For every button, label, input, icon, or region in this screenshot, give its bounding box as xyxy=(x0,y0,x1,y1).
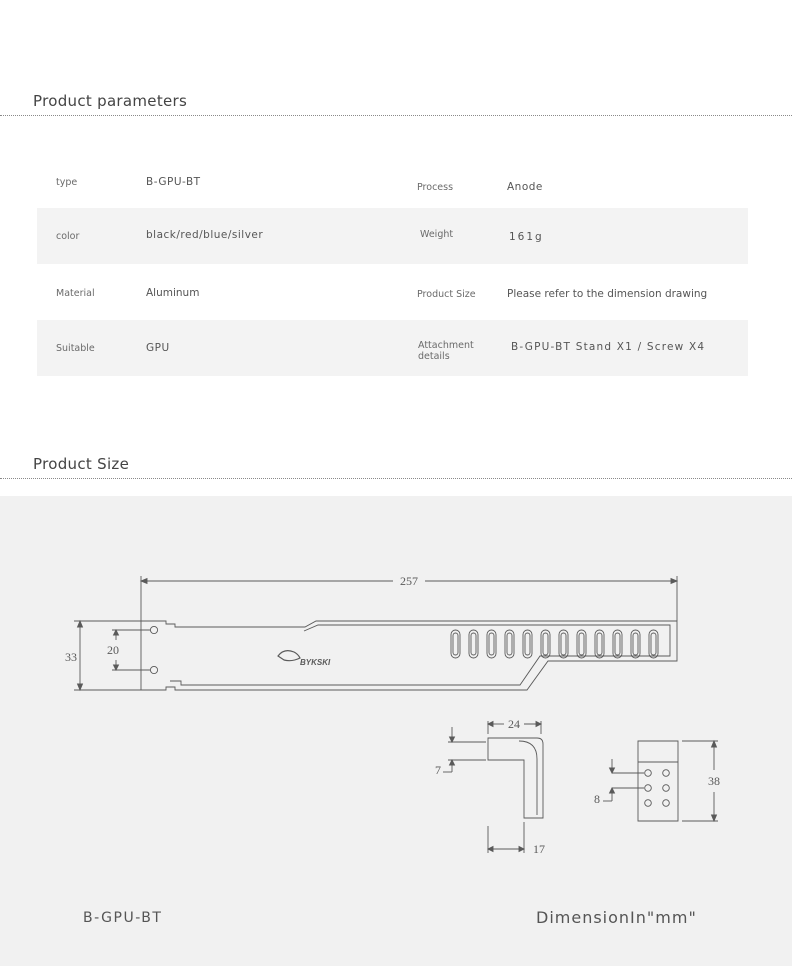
param-value: Anode xyxy=(507,181,543,193)
param-value: 161g xyxy=(509,231,544,243)
dimension-drawing-panel xyxy=(0,496,792,966)
dragon-logo-icon xyxy=(278,651,300,661)
arrowhead xyxy=(114,630,119,635)
logo-text: BYKSKI xyxy=(300,658,331,667)
dim-bracket-foot-label: 17 xyxy=(533,842,545,856)
section-title-size: Product Size xyxy=(33,455,130,473)
arrowhead xyxy=(712,815,717,821)
stand-bar-outline xyxy=(141,621,677,690)
param-value: GPU xyxy=(146,342,170,354)
arrowhead xyxy=(610,768,615,773)
end-plate-outline xyxy=(638,741,678,821)
param-label: Material xyxy=(56,288,95,299)
l-bracket-bend xyxy=(519,741,537,815)
section-title-parameters: Product parameters xyxy=(33,92,188,110)
param-row-suitable xyxy=(37,320,748,376)
param-row-color xyxy=(37,208,748,264)
dim-bracket-width-label: 24 xyxy=(508,717,520,731)
end-plate-holes xyxy=(645,770,670,807)
dim-plate-height-label: 38 xyxy=(708,774,720,788)
l-bracket-outline xyxy=(488,738,543,818)
arrowhead xyxy=(450,737,455,742)
model-caption: B-GPU-BT xyxy=(83,910,163,926)
dimension-drawing xyxy=(0,496,792,966)
param-label: Attachment details xyxy=(418,340,474,362)
arrowhead xyxy=(519,847,524,852)
dim-bracket-top-label: 7 xyxy=(435,763,441,777)
param-value: black/red/blue/silver xyxy=(146,229,264,241)
section-divider xyxy=(0,478,792,479)
param-label: type xyxy=(56,177,78,188)
param-label: Suitable xyxy=(56,343,95,354)
param-label: Weight xyxy=(420,229,454,240)
dim-plate-hole-label: 8 xyxy=(594,792,600,806)
arrowhead xyxy=(488,847,493,852)
param-label: color xyxy=(56,231,80,242)
arrowhead xyxy=(114,665,119,670)
param-label: Process xyxy=(417,182,454,193)
dim-hole-spacing-label: 20 xyxy=(107,643,119,657)
dim-height-label: 33 xyxy=(65,650,77,664)
arrowhead xyxy=(78,621,83,627)
arrowhead xyxy=(610,788,615,793)
param-row-type xyxy=(37,154,748,210)
arrowhead xyxy=(450,760,455,765)
dim-length-label: 257 xyxy=(400,574,418,588)
arrowhead xyxy=(488,722,493,727)
brand-logo xyxy=(278,651,331,667)
param-value: Please refer to the dimension drawing xyxy=(507,288,708,300)
arrowhead xyxy=(78,684,83,690)
param-value: B-GPU-BT xyxy=(146,176,201,188)
param-value: Aluminum xyxy=(146,287,200,299)
param-label: Product Size xyxy=(417,289,476,300)
arrowhead xyxy=(536,722,541,727)
vent-slots xyxy=(451,630,658,658)
param-row-material xyxy=(37,266,748,322)
mounting-hole xyxy=(150,626,157,633)
arrowhead xyxy=(141,579,147,584)
param-value: B-GPU-BT Stand X1 / Screw X4 xyxy=(511,341,706,353)
section-divider xyxy=(0,115,792,116)
mounting-hole xyxy=(150,666,157,673)
arrowhead xyxy=(712,741,717,747)
arrowhead xyxy=(671,579,677,584)
unit-caption: DimensionIn"mm" xyxy=(536,908,697,927)
